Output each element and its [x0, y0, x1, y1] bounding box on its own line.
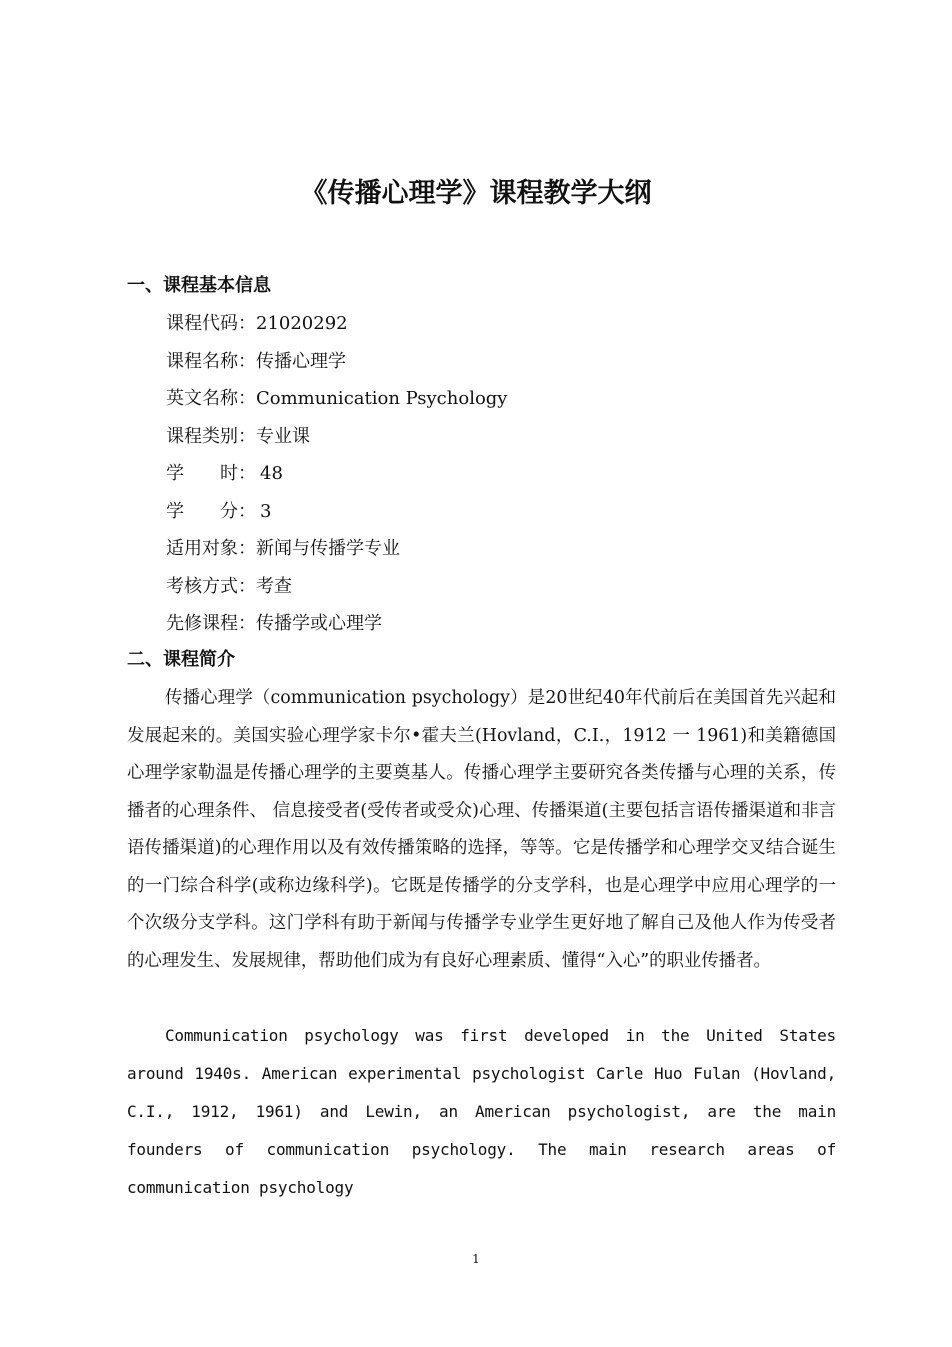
- info-label: 学 分：: [166, 500, 256, 522]
- page-number: 1: [472, 1252, 480, 1266]
- info-row-prerequisites: [166, 611, 507, 649]
- info-row-assessment: [166, 574, 507, 612]
- info-value: 传播学或心理学: [256, 613, 382, 634]
- info-row-course-type: [166, 424, 507, 462]
- info-label: 适用对象：: [166, 538, 256, 559]
- info-row-course-code: [166, 311, 507, 349]
- info-value: 专业课: [256, 425, 310, 447]
- info-value: 考查: [256, 575, 292, 597]
- info-label: 学 时：: [166, 463, 256, 484]
- info-row-hours: [166, 461, 507, 499]
- info-row-course-name: [166, 349, 507, 387]
- course-intro-paragraph-en: Communication psychology was first developed in the United States around 1940s. American experimental psychologist Carle Huo Fulan (Hovland, C.I., 1912, 1961) and Lewin, an American psychologist, are the main founders of communication psychology. The main research areas of communication psychology: [127, 1026, 836, 1197]
- info-value: 48: [260, 463, 283, 484]
- info-row-english-name: [166, 386, 507, 424]
- info-label: 课程代码：: [166, 313, 256, 334]
- info-label: 考核方式：: [166, 575, 256, 597]
- info-value: 21020292: [256, 313, 348, 334]
- info-value: 新闻与传播学专业: [256, 538, 400, 559]
- section-heading-course-intro: 二、课程简介: [127, 649, 235, 670]
- info-row-target-students: [166, 536, 507, 574]
- info-value: Communication Psychology: [256, 388, 508, 409]
- info-label: 先修课程：: [166, 613, 256, 634]
- document-title: 《传播心理学》课程教学大纲: [300, 178, 652, 209]
- info-row-credits: [166, 499, 507, 537]
- course-info-list: [166, 311, 507, 649]
- info-label: 英文名称：: [166, 388, 256, 409]
- info-value: 传播心理学: [256, 350, 346, 372]
- section-heading-basic-info: 一、课程基本信息: [127, 275, 271, 296]
- course-intro-paragraph-cn: 传播心理学（communication psychology）是20世纪40年代前后在美国首先兴起和发展起来的。美国实验心理学家卡尔•霍夫兰(Hovland，C.I.，1912 一 1961)和美籍德国心理学家勒温是传播心理学的主要奠基人。传播心理学主要研究各类传播与心理的关系，传播者的心理条件、 信息接受者(受传者或受众)心理、传播渠道(主要包括言语传播渠道和非言语传播渠道)的心理作用以及有效传播策略的选择，等等。它是传播学和心理学交叉结合诞生的一门综合科学(或称边缘科学)。它既是传播学的分支学科，也是心理学中应用心理学的一个次级分支学科。这门学科有助于新闻与传播学专业学生更好地了解自己及他人作为传受者的心理发生、发展规律，帮助他们成为有良好心理素质、懂得“入心”的职业传播者。: [127, 688, 836, 971]
- info-label: 课程名称：: [166, 350, 256, 372]
- info-label: 课程类别：: [166, 425, 256, 447]
- info-value: 3: [260, 500, 272, 522]
